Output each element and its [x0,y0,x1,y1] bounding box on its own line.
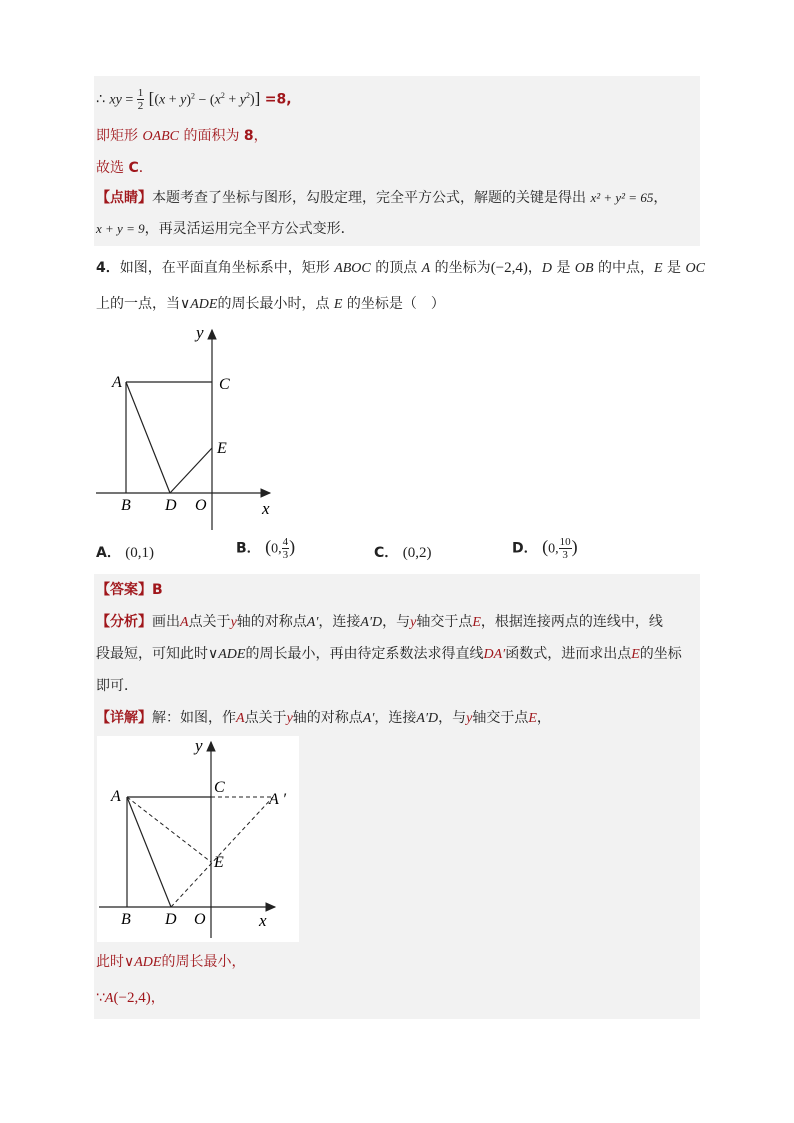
label-A: A [111,788,121,805]
label-E: E [217,440,227,457]
answer-line: 【答案】B [96,582,163,598]
area-statement: 即矩形 OABC 的面积为 8， [96,128,268,144]
coordinate-A-line: ∵A(−2,4)， [96,990,165,1006]
label-y: y [196,323,204,342]
fraction-half: $\frac{1}{2}$ [137,87,144,113]
question-line-1: 4．如图，在平面直角坐标系中，矩形 ABOC 的顶点 A 的坐标为(−2,4)，D 是 OB 的中点，E 是 OC [96,260,705,276]
detail-line: 【详解】解：如图，作A点关于y轴的对称点A′，连接A′D，与y轴交于点E， [96,710,551,726]
option-b[interactable]: B． (0, $\frac{4}{3}$ ) [236,536,296,561]
dianjing-line-1: 【点睛】本题考查了坐标与图形，勾股定理，完全平方公式，解题的关键是得出 x² + y² = 65， [96,190,668,206]
analysis-line-1: 【分析】画出A点关于y轴的对称点A′，连接A′D，与y轴交于点E，根据连接两点的连线中，线 [96,614,663,630]
segment-AD [126,382,170,493]
option-c[interactable]: C． (0,2) [374,545,432,561]
label-O: O [195,497,207,514]
min-perimeter-line: 此时∨ADE的周长最小， [96,954,246,970]
analysis-line-2: 段最短，可知此时∨ADE的周长最小，再由待定系数法求得直线DA′函数式，进而求出点E的坐标 [96,646,682,662]
fraction-ten-thirds: $\frac{10}{3}$ [559,536,571,561]
label-C: C [219,376,230,393]
label-x: x [259,911,267,930]
question-line-2: 上的一点，当∨ADE的周长最小时，点 E 的坐标是（ ） [96,296,445,312]
label-E: E [214,854,224,871]
label-C: C [214,779,225,796]
label-D: D [165,497,177,514]
figure-coordinate-rectangle [90,318,290,538]
dashed-DA2 [171,797,273,907]
option-d[interactable]: D． (0, $\frac{10}{3}$ ) [512,536,578,561]
label-B: B [121,497,131,514]
fraction-four-thirds: $\frac{4}{3}$ [282,536,289,561]
label-y: y [195,736,203,755]
equation-xy: ∴ xy = $\frac{1}{2}$ $[(x + y)^2 - (x^2 + y^2)] =8$, [96,87,292,113]
label-D: D [165,911,177,928]
analysis-line-3: 即可． [96,678,138,694]
segment-AD [127,797,171,907]
label-A-prime: A ′ [269,791,286,808]
choose-statement: 故选 C． [96,160,153,176]
dianjing-line-2: x + y = 9，再灵活运用完全平方公式变形． [96,221,355,237]
label-A: A [112,374,122,391]
segment-DE [170,448,212,493]
label-x: x [262,499,270,518]
label-O: O [194,911,206,928]
label-B: B [121,911,131,928]
option-a[interactable]: A． (0,1) [96,545,155,561]
figure-reflection-construction [97,736,299,942]
